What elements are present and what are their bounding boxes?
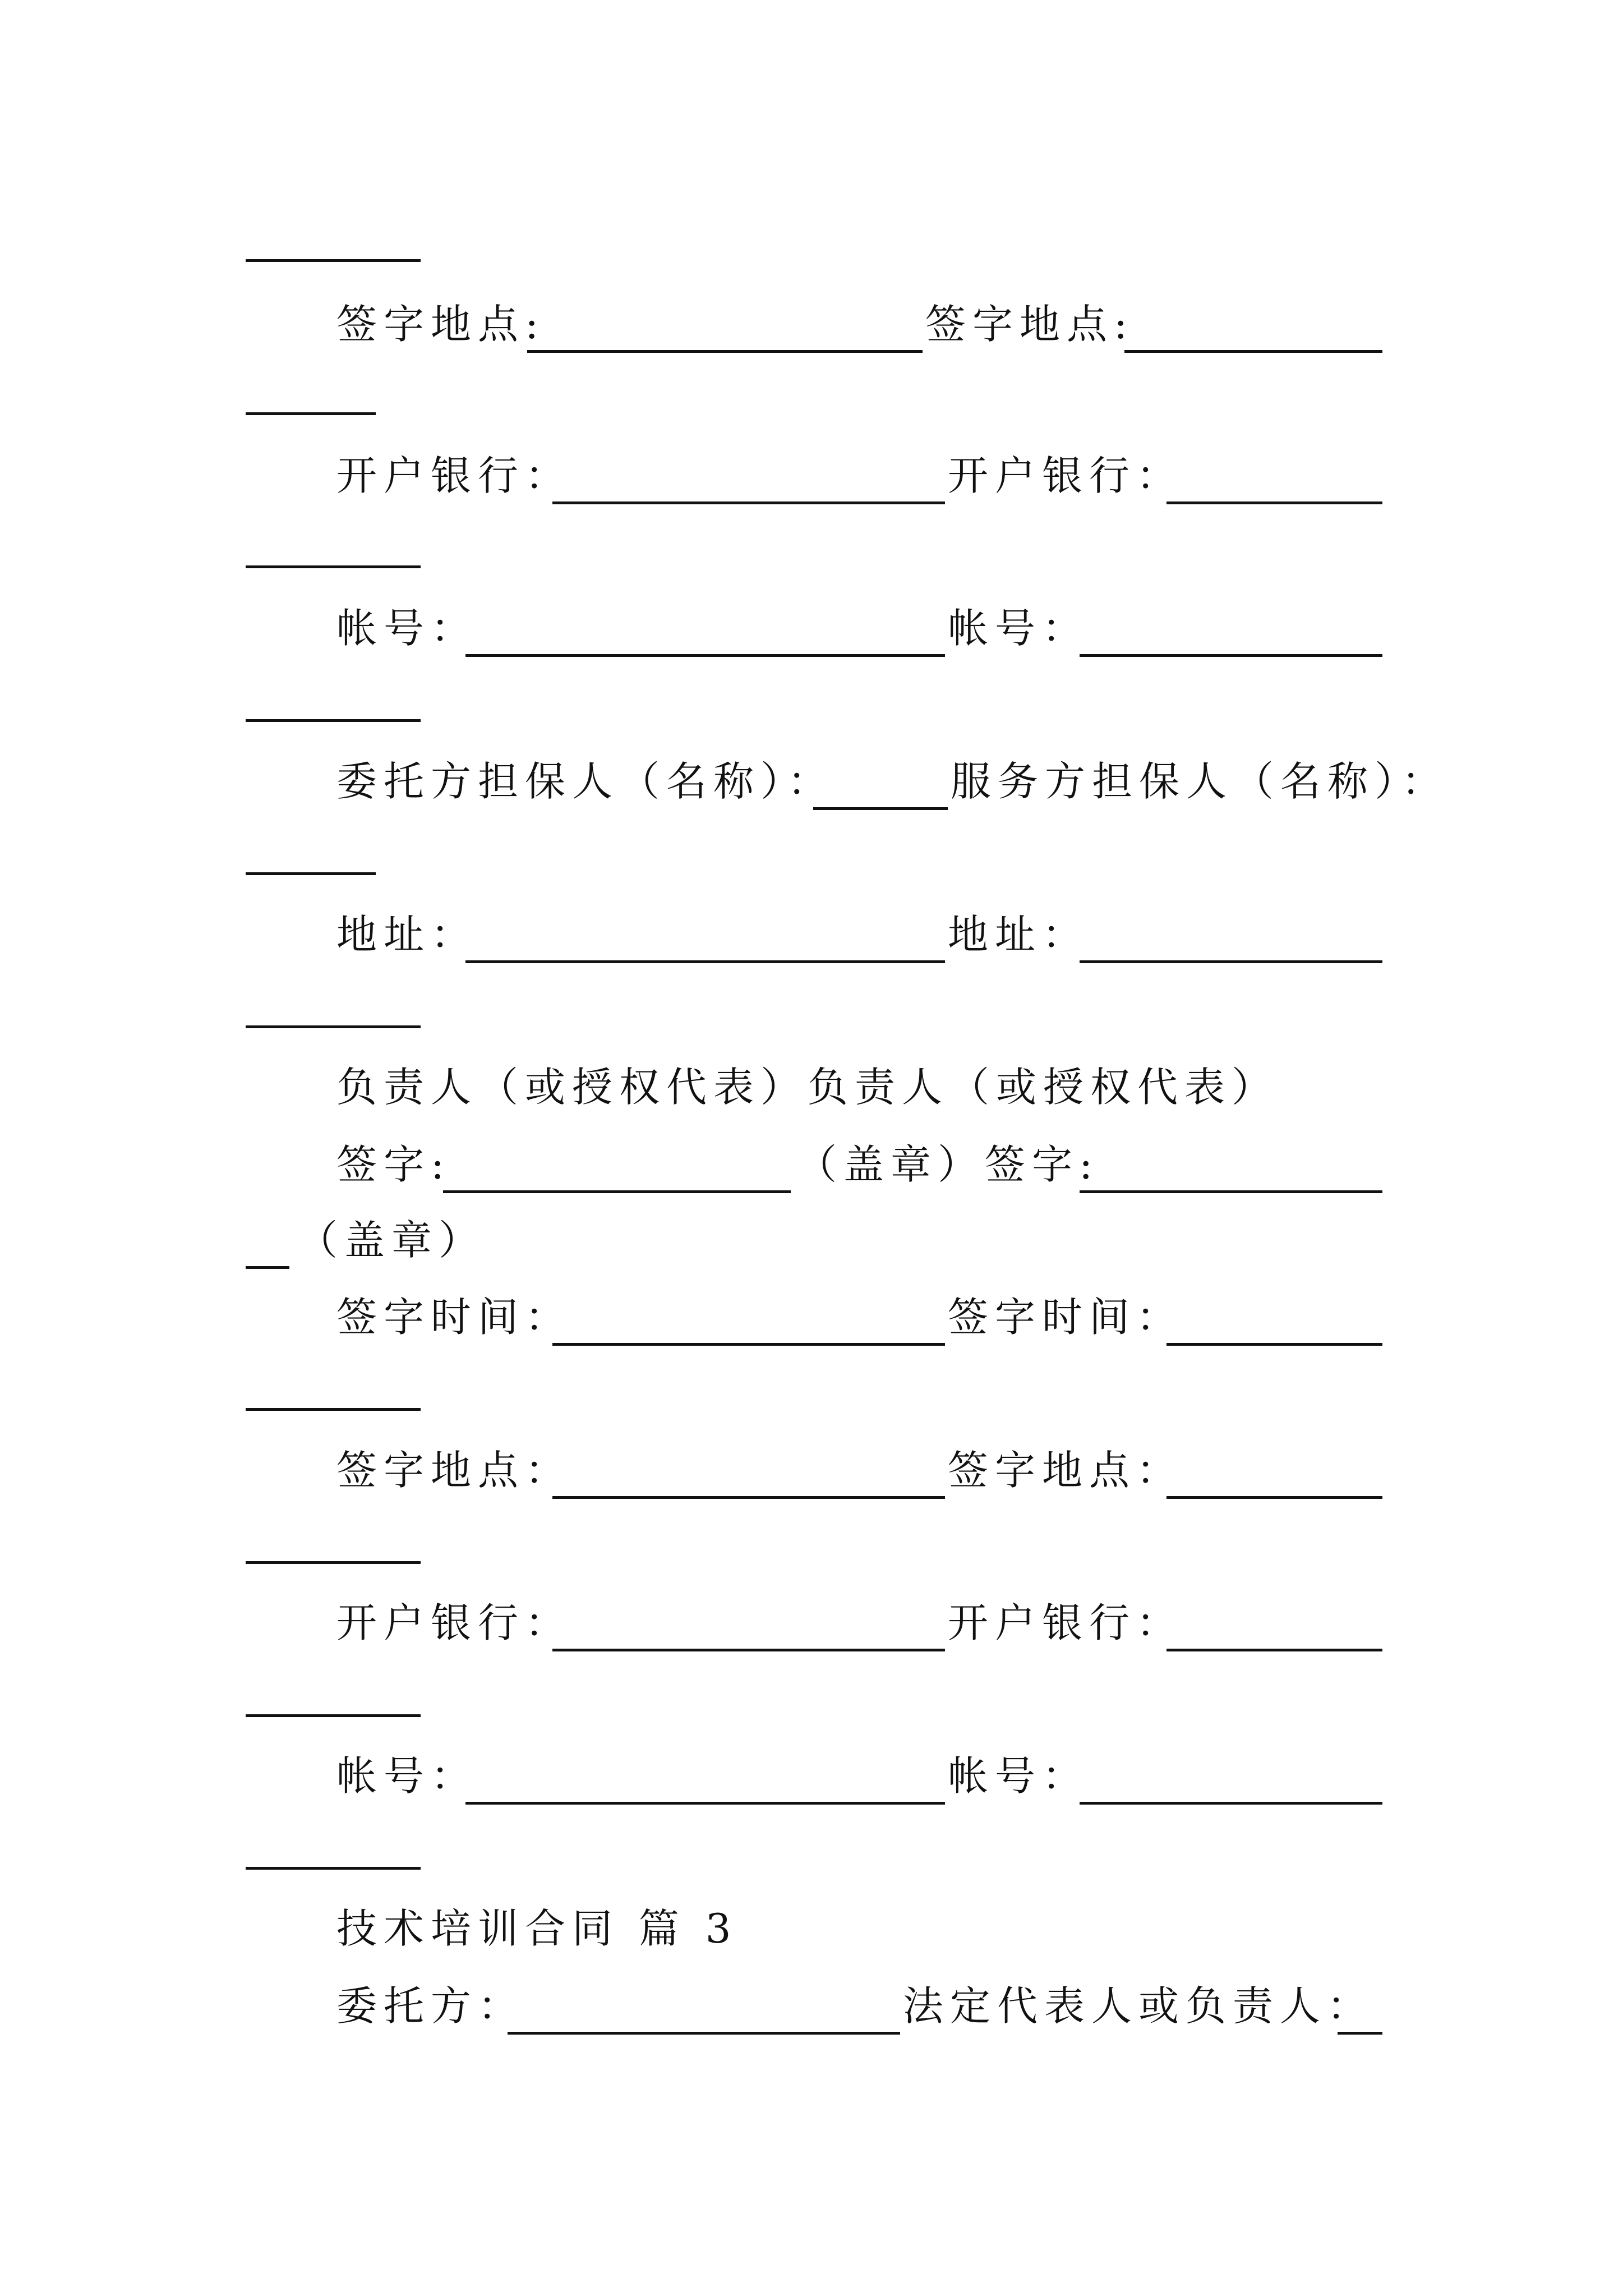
party-b-account-label: 帐号： <box>948 605 1090 652</box>
party-a-signature-blank[interactable] <box>443 1190 791 1193</box>
blank-underline <box>246 412 376 415</box>
blank-underline <box>246 1714 421 1717</box>
signature-line <box>0 1138 1623 1194</box>
party-a-signing-location-blank-2[interactable] <box>552 1496 945 1499</box>
party-b-signing-time-label: 签字时间： <box>948 1294 1184 1341</box>
blank-underline <box>246 719 421 722</box>
party-b-bank-label-2: 开户银行： <box>948 1599 1184 1646</box>
party-a-account-blank[interactable] <box>465 654 945 657</box>
party-a-account-label-2: 帐号： <box>336 1752 478 1800</box>
client-label: 委托方： <box>336 1982 525 2030</box>
party-a-signing-location-label-2: 签字地点： <box>336 1447 573 1494</box>
blank-underline <box>246 565 421 568</box>
party-a-bank-blank[interactable] <box>552 501 945 504</box>
representative-label: 负责人（或授权代表）负责人（或授权代表） <box>336 1064 1279 1111</box>
party-a-signing-location-blank[interactable] <box>527 350 923 353</box>
blank-underline <box>246 1025 421 1028</box>
party-b-bank-blank-2[interactable] <box>1166 1649 1382 1651</box>
party-a-signing-time-blank[interactable] <box>552 1343 945 1346</box>
party-b-bank-label: 开户银行： <box>948 452 1184 499</box>
party-a-signing-time-label: 签字时间： <box>336 1294 573 1341</box>
bank-line <box>0 449 1623 505</box>
client-blank[interactable] <box>508 2032 900 2035</box>
seal-blank[interactable] <box>246 1266 289 1269</box>
signing-location-line-2 <box>0 1443 1623 1499</box>
seal-and-party-b-signature-label: （盖章）签字: <box>796 1141 1100 1188</box>
party-b-seal-label: （盖章） <box>297 1217 486 1264</box>
blank-underline <box>246 1408 421 1411</box>
section-heading: 技术培训合同 篇 3 <box>336 1905 738 1952</box>
guarantor-line <box>0 754 1623 811</box>
provider-guarantor-label: 服务方担保人（名称）： <box>951 758 1449 805</box>
party-a-account-blank-2[interactable] <box>465 1802 945 1805</box>
party-a-account-label: 帐号： <box>336 605 478 652</box>
party-b-account-blank[interactable] <box>1080 654 1382 657</box>
party-b-signing-location-label-2: 签字地点： <box>948 1447 1184 1494</box>
client-guarantor-label: 委托方担保人（名称）： <box>336 758 835 805</box>
party-b-account-blank-2[interactable] <box>1080 1802 1382 1805</box>
blank-underline <box>246 1867 421 1870</box>
section-heading-line <box>0 1902 1623 1958</box>
party-b-signing-time-blank[interactable] <box>1166 1343 1382 1346</box>
representative-line <box>0 1060 1623 1116</box>
signing-time-line <box>0 1290 1623 1346</box>
blank-underline <box>246 872 376 875</box>
party-a-bank-blank-2[interactable] <box>552 1649 945 1651</box>
signing-location-line <box>0 297 1623 353</box>
party-b-signature-blank[interactable] <box>1080 1190 1382 1193</box>
party-b-signing-location-label: 签字地点: <box>925 301 1135 348</box>
party-a-address-label: 地址： <box>336 911 478 958</box>
bank-line-2 <box>0 1596 1623 1652</box>
legal-representative-label: 法定代表人或负责人： <box>903 1982 1375 2030</box>
seal-line <box>0 1213 1623 1269</box>
party-a-address-blank[interactable] <box>465 960 945 963</box>
party-a-signature-label: 签字: <box>336 1141 451 1188</box>
legal-representative-blank[interactable] <box>1338 2032 1382 2035</box>
blank-underline <box>246 259 421 262</box>
client-line <box>0 1979 1623 2035</box>
party-b-bank-blank[interactable] <box>1166 501 1382 504</box>
account-line <box>0 601 1623 657</box>
party-b-address-blank[interactable] <box>1080 960 1382 963</box>
party-b-signing-location-blank[interactable] <box>1124 350 1382 353</box>
party-b-address-label: 地址： <box>948 911 1090 958</box>
client-guarantor-blank[interactable] <box>813 807 948 810</box>
party-b-account-label-2: 帐号： <box>948 1752 1090 1800</box>
party-a-bank-label: 开户银行： <box>336 452 573 499</box>
party-a-signing-location-label: 签字地点: <box>336 301 546 348</box>
party-a-bank-label-2: 开户银行： <box>336 1599 573 1646</box>
account-line-2 <box>0 1749 1623 1805</box>
party-b-signing-location-blank-2[interactable] <box>1166 1496 1382 1499</box>
address-line <box>0 908 1623 964</box>
blank-underline <box>246 1561 421 1564</box>
